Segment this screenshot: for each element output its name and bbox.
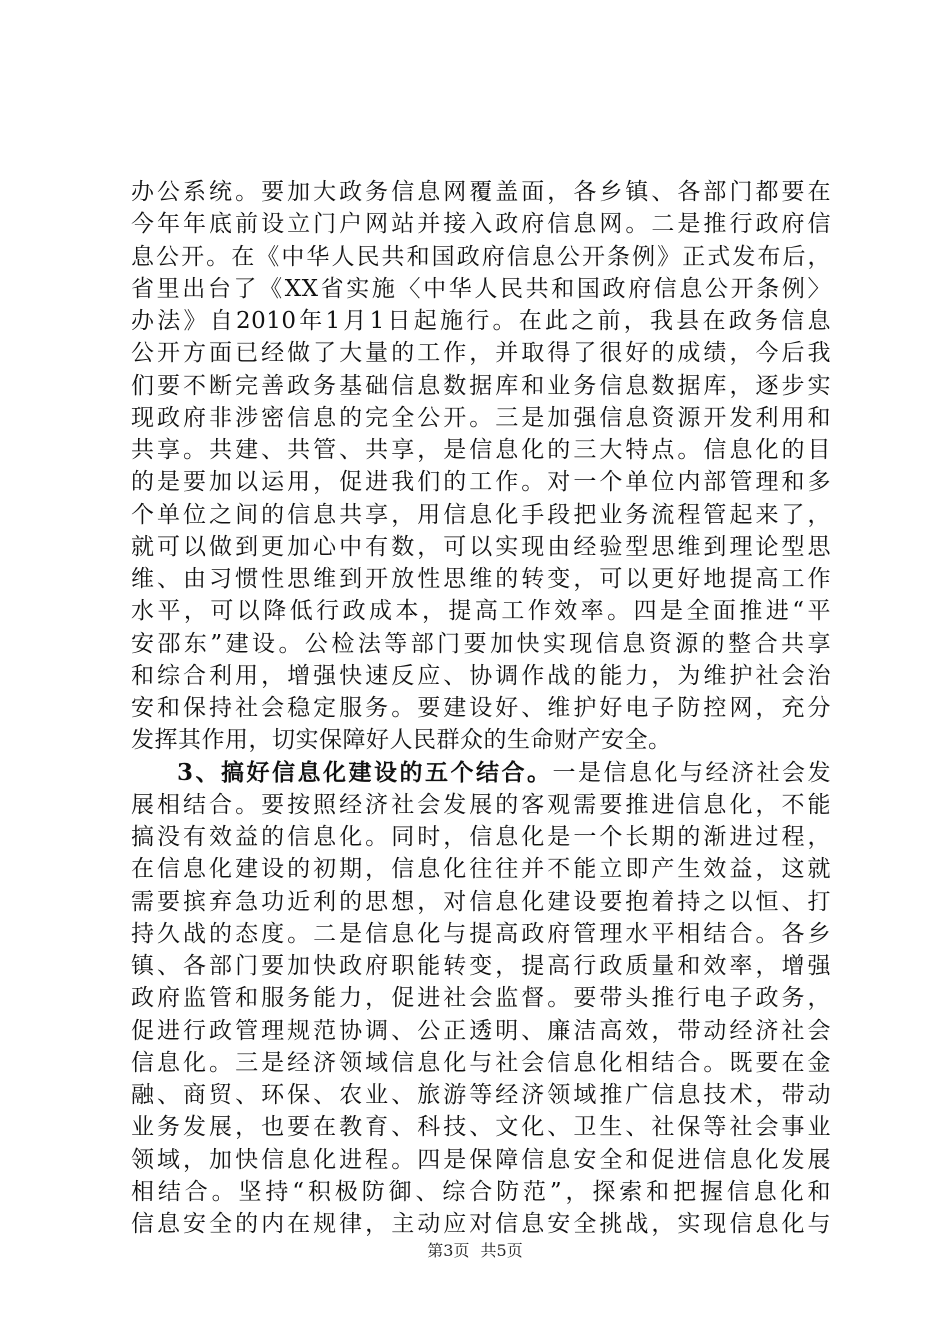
text-line: 现政府非涉密信息的完全公开。三是加强信息资源开发利用和: [131, 404, 831, 431]
text-line: 共享。共建、共管、共享，是信息化的三大特点。信息化的目: [131, 437, 831, 463]
text-line: 业务发展，也要在教育、科技、文化、卫生、社保等社会事业: [131, 1114, 831, 1141]
text-line: 融、商贸、环保、农业、旅游等经济领域推广信息技术，带动: [131, 1082, 831, 1108]
text-line: 持久战的态度。二是信息化与提高政府管理水平相结合。各乡: [131, 920, 831, 947]
text-line: 展相结合。要按照经济社会发展的客观需要推进信息化，不能: [131, 791, 831, 818]
text-line: 维、由习惯性思维到开放性思维的转变，可以更好地提高工作: [131, 566, 831, 592]
text-line: 发挥其作用，切实保障好人民群众的生命财产安全。: [131, 727, 672, 754]
page-footer: [0, 1238, 950, 1261]
text-line: 的是要加以运用，促进我们的工作。对一个单位内部管理和多: [131, 469, 831, 496]
text-line: 办法》自2010年1月1日起施行。在此之前，我县在政务信息: [131, 308, 831, 334]
text-line: 安和保持社会稳定服务。要建设好、维护好电子防控网，充分: [131, 695, 831, 721]
text-line: 安邵东”建设。公检法等部门要加快实现信息资源的整合共享: [131, 630, 831, 657]
page-number: 第3页: [427, 1241, 470, 1260]
text-line: 办公系统。要加大政务信息网覆盖面，各乡镇、各部门都要在: [131, 179, 831, 205]
text-line: 搞没有效益的信息化。同时，信息化是一个长期的渐进过程，: [131, 824, 831, 850]
section-3-first-line: [131, 757, 831, 789]
text-line: 信息安全的内在规律，主动应对信息安全挑战，实现信息化与: [131, 1211, 831, 1237]
text-line: 需要摈弃急功近利的思想，对信息化建设要抱着持之以恒、打: [131, 888, 831, 915]
text-line: 促进行政管理规范协调、公正透明、廉洁高效，带动经济社会: [131, 1017, 831, 1044]
text-line: 水平，可以降低行政成本，提高工作效率。四是全面推进“平: [131, 598, 831, 625]
section-3-heading: 3、搞好信息化建设的五个结合。: [177, 758, 553, 786]
text-line: 领域，加快信息化进程。四是保障信息安全和促进信息化发展: [131, 1146, 831, 1173]
text-line: 省里出台了《XX省实施〈中华人民共和国政府信息公开条例〉: [131, 275, 831, 302]
text-line: 息公开。在《中华人民共和国政府信息公开条例》正式发布后，: [131, 243, 831, 270]
text-line: 个单位之间的信息共享，用信息化手段把业务流程管起来了，: [131, 501, 831, 528]
text-line: 公开方面已经做了大量的工作，并取得了很好的成绩，今后我: [131, 340, 831, 367]
page-total: 共5页: [480, 1241, 523, 1260]
text-line: 相结合。坚持“积极防御、综合防范”，探索和把握信息化和: [131, 1178, 831, 1205]
body-text: [131, 176, 831, 1240]
section-3-first-line-text: 一是信息化与经济社会发: [552, 759, 831, 786]
text-line: 和综合利用，增强快速反应、协调作战的能力，为维护社会治: [131, 662, 831, 689]
text-line: 政府监管和服务能力，促进社会监督。要带头推行电子政务，: [131, 985, 831, 1012]
text-line: 就可以做到更加心中有数，可以实现由经验型思维到理论型思: [131, 533, 831, 560]
text-line: 在信息化建设的初期，信息化往往并不能立即产生效益，这就: [131, 856, 831, 883]
text-line: 今年年底前设立门户网站并接入政府信息网。二是推行政府信: [131, 211, 831, 238]
text-line: 们要不断完善政务基础信息数据库和业务信息数据库，逐步实: [131, 372, 831, 399]
text-line: 信息化。三是经济领域信息化与社会信息化相结合。既要在金: [131, 1049, 831, 1076]
text-line: 镇、各部门要加快政府职能转变，提高行政质量和效率，增强: [131, 953, 831, 979]
